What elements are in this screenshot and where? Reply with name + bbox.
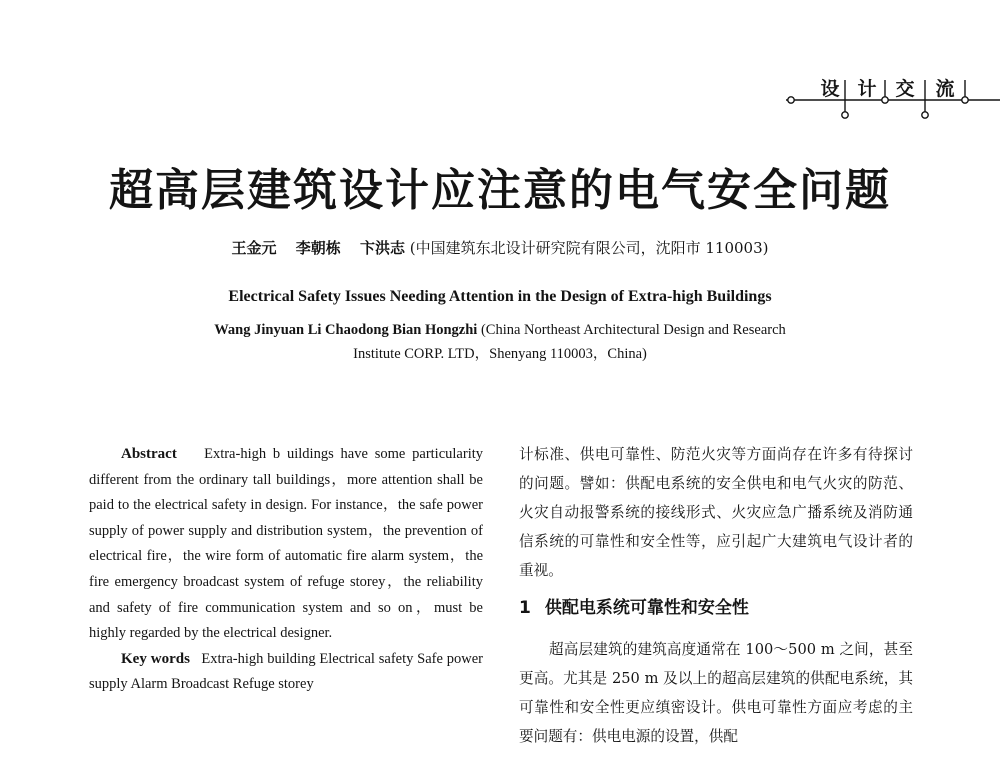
affiliation-cn: (中国建筑东北设计研究院有限公司，沈阳市 110003)	[409, 239, 769, 257]
abstract-paragraph	[89, 442, 483, 647]
section-number: 1	[519, 598, 531, 618]
authors-en	[0, 318, 1000, 366]
keywords-label: Key words	[121, 650, 190, 667]
keywords-paragraph	[89, 647, 483, 698]
affiliation-en-line2: Institute CORP. LTD，Shenyang 110003，China)	[353, 346, 647, 362]
author-names-cn: 王金元 李朝栋 卞洪志	[231, 239, 405, 257]
column-tag-char-4: 流	[935, 78, 955, 100]
intro-paragraph: 计标准、供电可靠性、防范火灾等方面尚存在许多有待探讨的问题。譬如：供配电系统的安全供电和电气火灾的防范、火灾自动报警系统的接线形式、火灾应急广播系统及消防通信系统的可靠性和安全性等，应引起广大建筑电气设计者的重视。	[519, 446, 913, 579]
keywords-text: Extra-high building Electrical safety Safe power supply Alarm Broadcast Refuge storey	[89, 650, 484, 693]
abstract-label: Abstract	[121, 446, 177, 462]
paper-title-en: Electrical Safety Issues Needing Attention in the Design of Extra-high Buildings	[228, 288, 772, 305]
section-title: 供配电系统可靠性和安全性	[544, 598, 749, 618]
section-paragraph: 超高层建筑的建筑高度通常在 100～500 m 之间，甚至更高。尤其是 250 m 及以上的超高层建筑的供配电系统，其可靠性和安全性更应缜密设计。供电可靠性方面应考虑的主要问题有：供电电源的设置，供配	[519, 641, 913, 745]
authors-cn	[0, 237, 1000, 259]
affiliation-en-line1: (China Northeast Architectural Design and Research	[480, 322, 786, 338]
author-names-en: Wang Jinyuan Li Chaodong Bian Hongzhi	[214, 322, 478, 338]
column-tag-char-2: 计	[857, 78, 877, 100]
section-heading	[519, 593, 913, 623]
paper-title: 超高层建筑设计应注意的电气安全问题	[109, 165, 891, 216]
column-tag-char-1: 设	[820, 78, 840, 100]
abstract-text: Extra-high b uildings have some particularity different from the ordinary tall buildings，more attention shall be paid to the electrical safety in design. For instance，the safe power supply of power supply and distribution system，the prevention of electrical fire，the wire form of automatic fire alarm system，the fire emergency broadcast system of refuge storey，the reliability and safety of fire communication system and so on，must be highly regarded by the electrical designer.	[89, 446, 483, 642]
column-tag	[786, 78, 1000, 122]
column-tag-char-3: 交	[895, 78, 915, 100]
abstract-column	[89, 442, 483, 698]
body-column	[519, 440, 913, 751]
